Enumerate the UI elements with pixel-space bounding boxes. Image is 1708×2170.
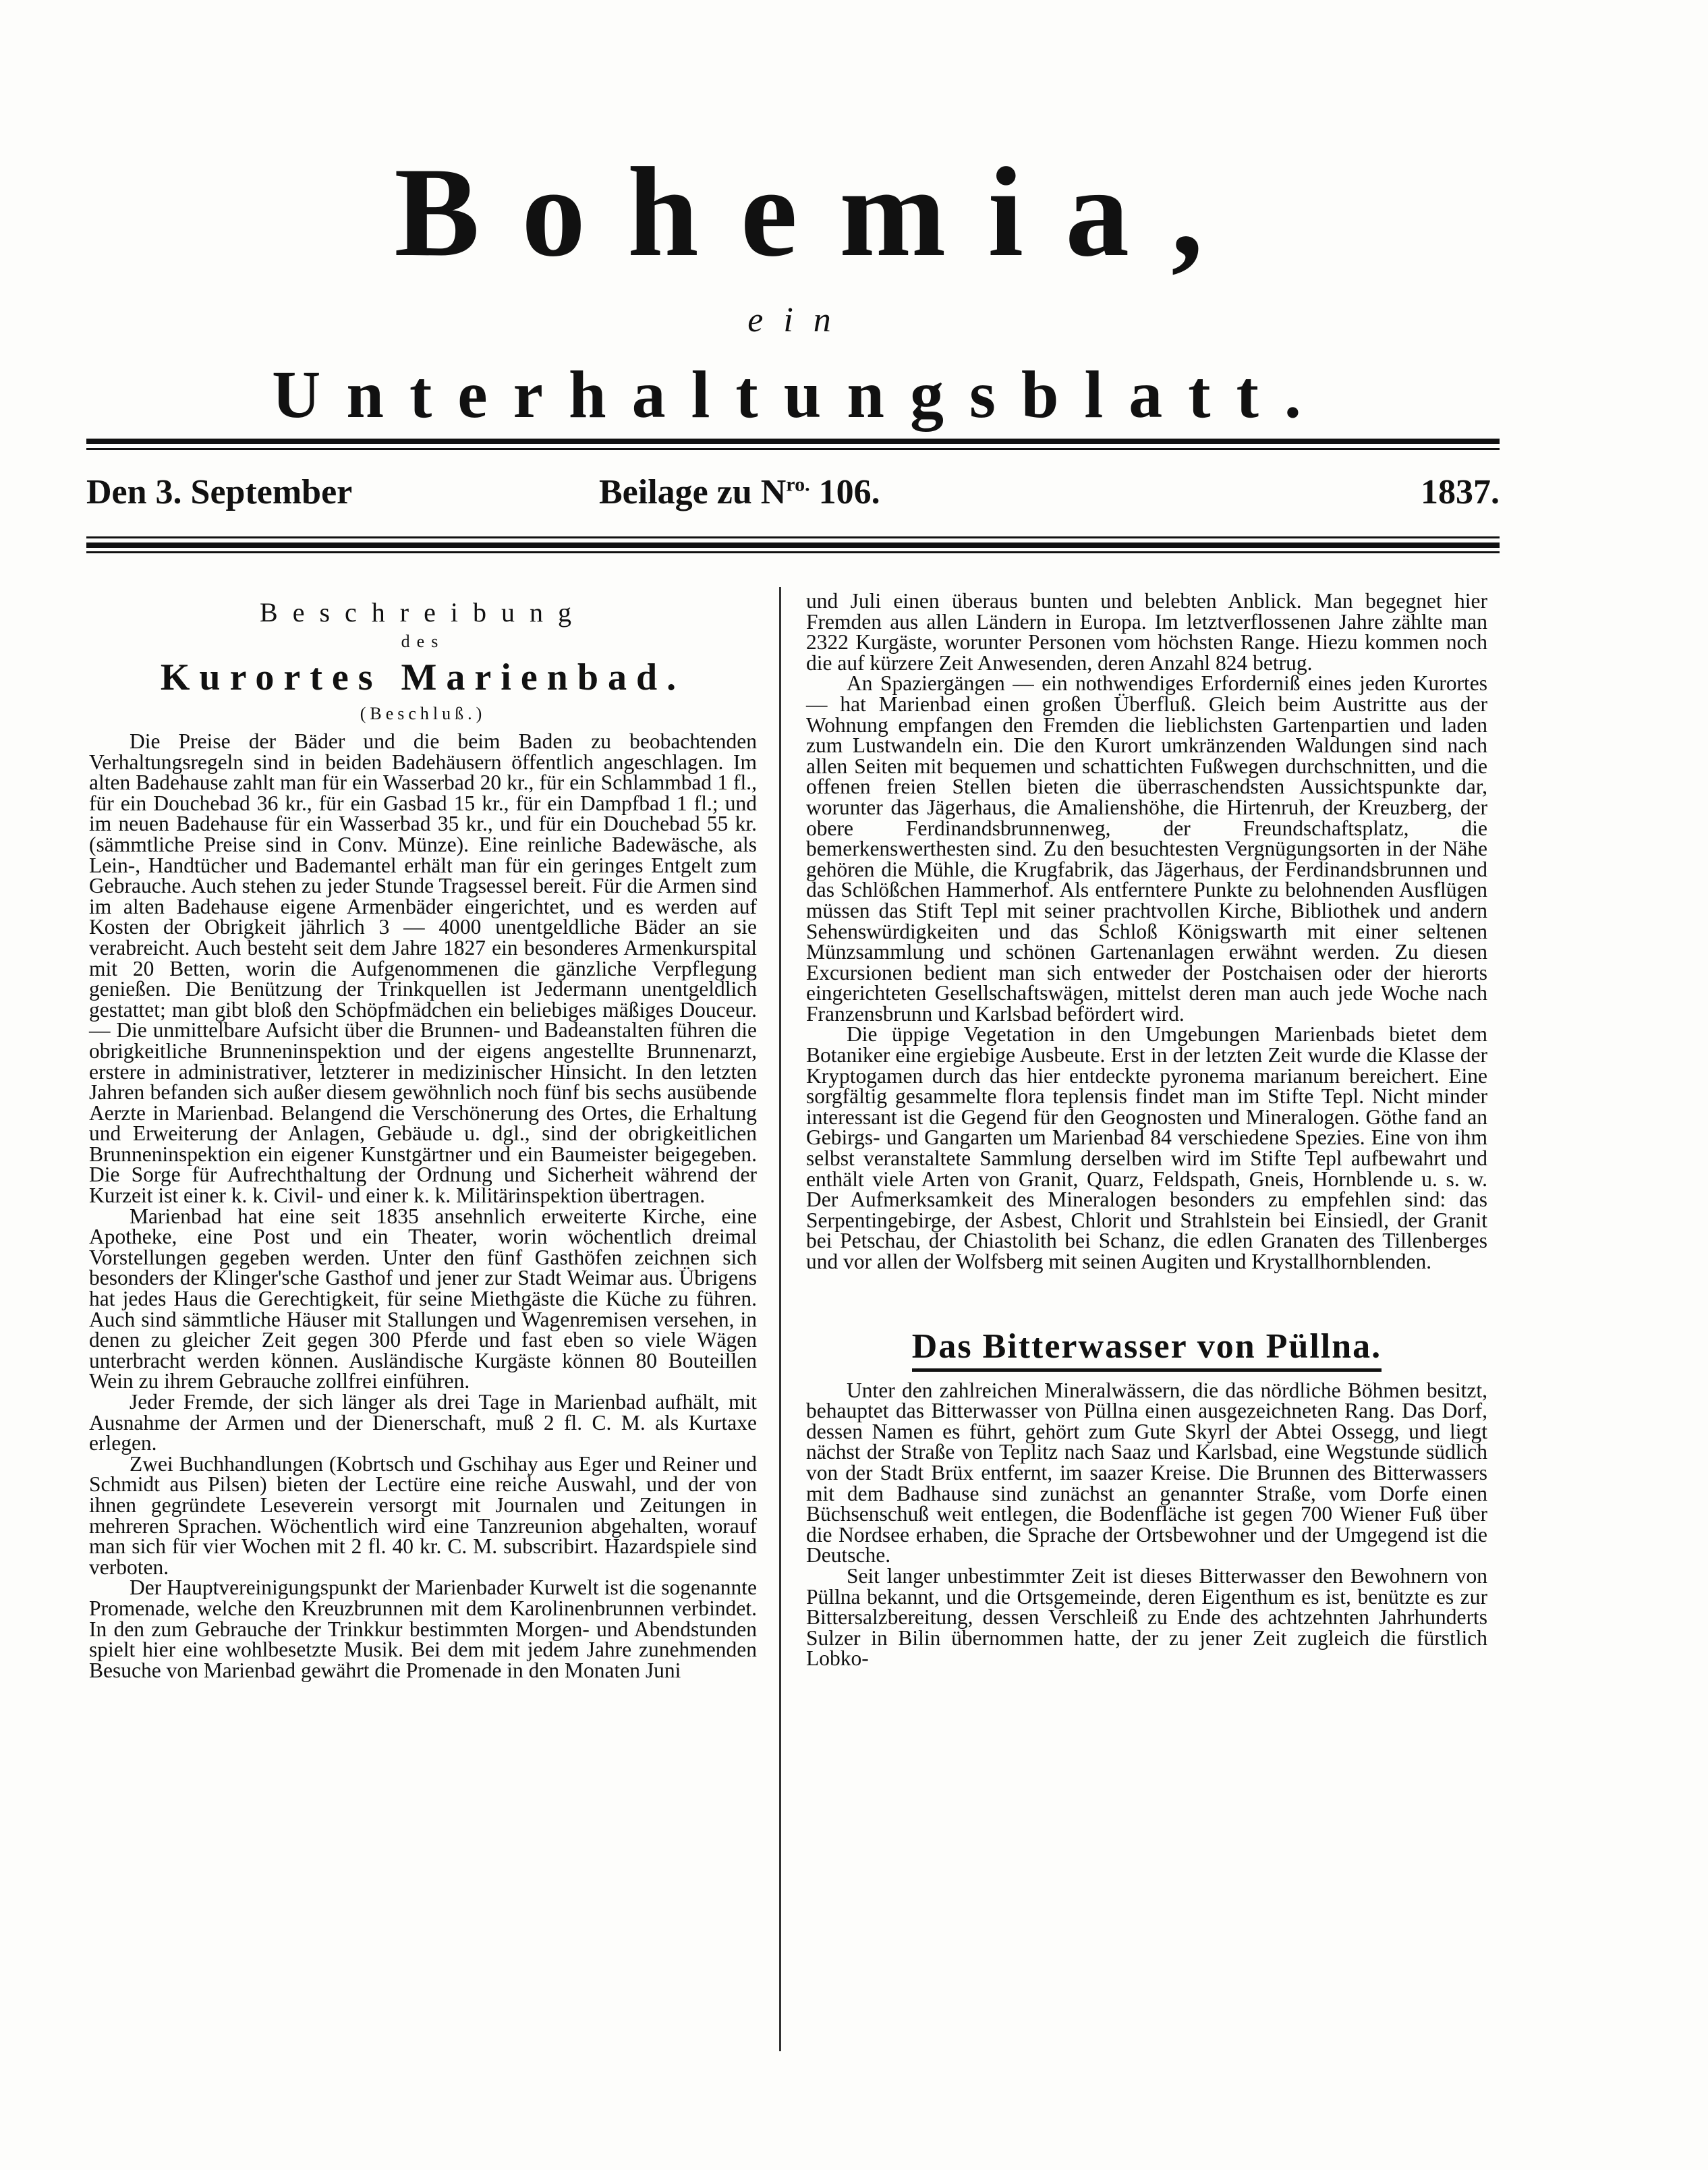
article1-paragraph: Jeder Fremde, der sich länger als drei Tage in Marienbad aufhält, mit Ausnahme der Armen und der Dienerschaft, muß 2 fl. C. M. als Kurtaxe erlegen. [89,1390,757,1455]
issue-sup: ro. [786,473,810,496]
masthead-rule-top-thin [86,448,1500,450]
article1-paragraph: Der Hauptvereinigungspunkt der Marienbader Kurwelt ist die sogenannte Promenade, welche den Kreuzbrunnen mit dem Karolinenbrunnen verbindet. In den zum Gebrauche der Trinkkur bestimmten Morgen- und Abendstunden spielt hier eine wohlbesetzte Musik. Bei dem mit jedem Jahre zunehmenden Besuche von Marienbad gewährt die Promenade in den Monaten Juni [89,1576,757,1682]
article1-title-line3: Kurortes Marienbad. [160,657,686,698]
article1-cont-paragraph: An Spaziergängen — ein nothwendiges Erforderniß eines jeden Kurortes — hat Marienbad einen großen Überfluß. Gleich beim Austritte aus der Wohnung empfangen den Fremden die lieblichsten Gartenpartien und laden zum Lustwandeln ein. Die den Kurort umkränzenden Waldungen sind nach allen Seiten mit bequemen und schattichten Fußwegen durchschnitten, und die offenen freien Stellen bieten die überraschendsten Aussichtspunkte dar, worunter das Jägerhaus, die Amalienshöhe, die Hirtenruh, der Kreuzberg, der obere Ferdinandsbrunnenweg, der Freundschaftsplatz, die bemerkenswerthesten sind. Zu den besuchtesten Vergnügungsorten in der Nähe gehören die Mühle, die Krugfabrik, das Jägerhaus, der Ferdinandsbrunnen und das Schlößchen Hammerhof. Als entferntere Punkte zu belohnenden Ausflügen müssen das Stift Tepl mit seiner prachtvollen Kirche, Bibliothek und andern Sehenswürdigkeiten und das Schloß Königswarth mit einer seltenen Münzsammlung und schönen Gartenanlagen erwähnt werden. Zu diesen Excursionen bedient man sich entweder der Postchaisen oder der hierorts eingerichteten Gesellschaftswägen, mittelst deren man auch jede Woche nach Franzensbrunn und Karlsbad befördert wird. [806,671,1487,1026]
article1-cont-paragraph: Die üppige Vegetation in den Umgebungen Marienbads bietet dem Botaniker eine ergiebige Ausbeute. Erst in der letzten Zeit wurde die Klasse der Kryptogamen durch das hier entdeckte pyronema marianum bereichert. Eine sorgfältig gesammelte flora teplensis findet man im Stifte Tepl. Nicht minder interessant ist die Gegend für den Geognosten und Mineralogen. Göthe fand an Gebirgs- und Gangarten um Marienbad 84 verschiedene Spezies. Eine von ihm selbst veranstaltete Sammlung derselben wird im Stifte Tepl aufbewahrt und enthält viele Arten von Granit, Quarz, Feldspath, Gneis, Hornblende u. s. w. Der Aufmerksamkeit des Mineralogen besonders zu empfehlen sind: das Serpentingebirge, der Asbest, Chlorit und Strahlstein bei Einsiedl, der Granit bei Petschau, der Chiastolith bei Schanz, die edlen Granaten des Tillenberges und vor allen der Wolfsberg mit seinen Augiten und Krystallhornblenden. [806,1022,1487,1273]
article2-paragraph: Seit langer unbestimmter Zeit ist dieses Bitterwasser den Bewohnern von Püllna bekannt, und die Ortsgemeinde, deren Eigenthum es ist, benützte es zur Bittersalzbereitung, dessen Verschleiß zu Ende des achtzehnten Jahrhunderts Sulzer in Bilin übernommen hatte, der zu jener Zeit zugleich die fürstlich Lobko- [806,1563,1487,1671]
article1-paragraph: Marienbad hat eine seit 1835 ansehnlich erweiterte Kirche, eine Apotheke, eine Post und ein Theater, worin wöchentlich dreimal Vorstellungen gegeben werden. Unter den fünf Gasthöfen zeichnen sich besonders der Klinger'sche Gasthof und jener zur Stadt Weimar aus. Übrigens hat jedes Haus die Gerechtigkeit, für seine Miethgäste die Küche zu führen. Auch sind sämmtliche Häuser mit Stallungen und Wagenremisen versehen, in denen zu gleicher Zeit gegen 300 Pferde und fast eben so viele Wägen unterbracht werden können. Ausländische Kurgäste können 80 Bouteillen Wein zu ihrem Gebrauche zollfrei einführen. [89,1204,757,1393]
dateline [86,466,1500,520]
article1-subtitle: (Beschluß.) [360,704,486,723]
column-right [806,591,1487,1669]
article2-title: Das Bitterwasser von Püllna. [912,1327,1382,1372]
masthead-subtitle-small: ein [747,301,851,339]
column-divider [779,587,781,2051]
article1-title-line1: Beschreibung [260,597,586,628]
masthead-subtitle-large: Unterhaltungsblatt. [272,357,1327,432]
dateline-rule-thin-2 [86,551,1500,553]
issue-prefix: Beilage zu N [599,473,787,511]
dateline-year: 1837. [1421,473,1500,511]
masthead-title: Bohemia, [394,142,1245,283]
column-left [89,587,757,1681]
article1-title-line2: des [401,632,445,651]
article1-paragraph: Die Preise der Bäder und die beim Baden zu beobachtenden Verhaltungsregeln sind in beiden Badehäusern öffentlich angeschlagen. Im alten Badehause zahlt man für ein Wasserbad 20 kr., für ein Schlammbad 1 fl., für ein Douchebad 36 kr., für ein Gasbad 15 kr., für ein Dampfbad 1 fl.; und im neuen Badehause für ein Wasserbad 35 kr., und für ein Douchebad 55 kr. (sämmtliche Preise sind in Conv. Münze). Eine reinliche Badewäsche, als Lein-, Handtücher und Bademantel erhält man für ein geringes Entgelt zum Gebrauche. Auch stehen zu jeder Stunde Tragsessel bereit. Für die Armen sind im alten Badehause eigene Armenbäder eingerichtet, und es werden auf Kosten der Obrigkeit jährlich 3 — 4000 unentgeldliche Bäder an sie verabreicht. Auch besteht seit dem Jahre 1827 ein besonderes Armenkurspital mit 20 Betten, worin die Aufgenommenen die gänzliche Verpflegung genießen. Die Benützung der Trinkquellen ist Jedermann unentgeldlich gestattet; man gibt bloß den Schöpfmädchen ein beliebiges mäßiges Douceur. — Die unmittelbare Aufsicht über die Brunnen- und Badeanstalten führen die obrigkeitliche Brunneninspektion und der eigens angestellte Brunnenarzt, erstere in administrativer, letzterer in medizinischer Hinsicht. In den letzten Jahren befanden sich außer diesem gewöhnlich noch fünf bis sechs ausübende Aerzte in Marienbad. Belangend die Verschönerung des Ortes, die Erhaltung und Erweiterung der Anlagen, Gebäude u. dgl., sind der obrigkeitlichen Brunneninspektion ein eigener Kunstgärtner und ein Baumeister beigegeben. Die Sorge für Aufrechthaltung der Ordnung und Sicherheit während der Kurzeit ist einer k. k. Civil- und einer k. k. Militärinspektion übertragen. [89,729,757,1208]
article2-paragraph: Unter den zahlreichen Mineralwässern, die das nördliche Böhmen besitzt, behauptet das Bitterwasser von Püllna einen ausgezeichneten Rang. Das Dorf, dessen Namen es führt, gehört zum Gute Skyrl der Abtei Ossegg, und liegt nächst der Straße von Teplitz nach Saaz und Karlsbad, eine Wegstunde südlich von der Stadt Brüx entfernt, im saazer Kreise. Die Brunnen des Bitterwassers mit dem Badhause sind zunächst an genannter Straße, vom Dorfe einen Büchsenschuß weit entlegen, die Bodenfläche ist gegen 700 Wiener Fuß über die Nordsee erhaben, die Sprache der Ortsbewohner und der Umgegend ist die Deutsche. [806,1378,1487,1567]
dateline-issue [599,472,880,512]
dateline-date: Den 3. September [86,473,353,511]
article2-title-block [806,1327,1487,1367]
dateline-rule-thin [86,536,1500,538]
article1-cont-paragraph: und Juli einen überaus bunten und belebten Anblick. Man begegnet hier Fremden aus allen Ländern in Europa. Im letztverflossenen Jahre zählte man 2322 Kurgäste, worunter Personen vom höchsten Range. Hiezu kommen noch die auf kürzere Zeit Anwesenden, deren Anzahl 824 betrug. [806,589,1487,675]
masthead-rule-top-thick [86,439,1500,444]
issue-number: 106. [818,473,880,511]
masthead [81,135,1518,439]
article1-paragraph: Zwei Buchhandlungen (Kobrtsch und Gschihay aus Eger und Reiner und Schmidt aus Pilsen) bieten der Lectüre eine reiche Auswahl, und der von ihnen gegründete Leseverein versorgt mit Journalen und Zeitungen in mehreren Sprachen. Wöchentlich wird eine Tanzreunion abgehalten, worauf man sich für vier Wochen mit 2 fl. 40 kr. C. M. subscribirt. Hazardspiele sind verboten. [89,1451,757,1579]
dateline-rule-thick-1 [86,542,1500,548]
